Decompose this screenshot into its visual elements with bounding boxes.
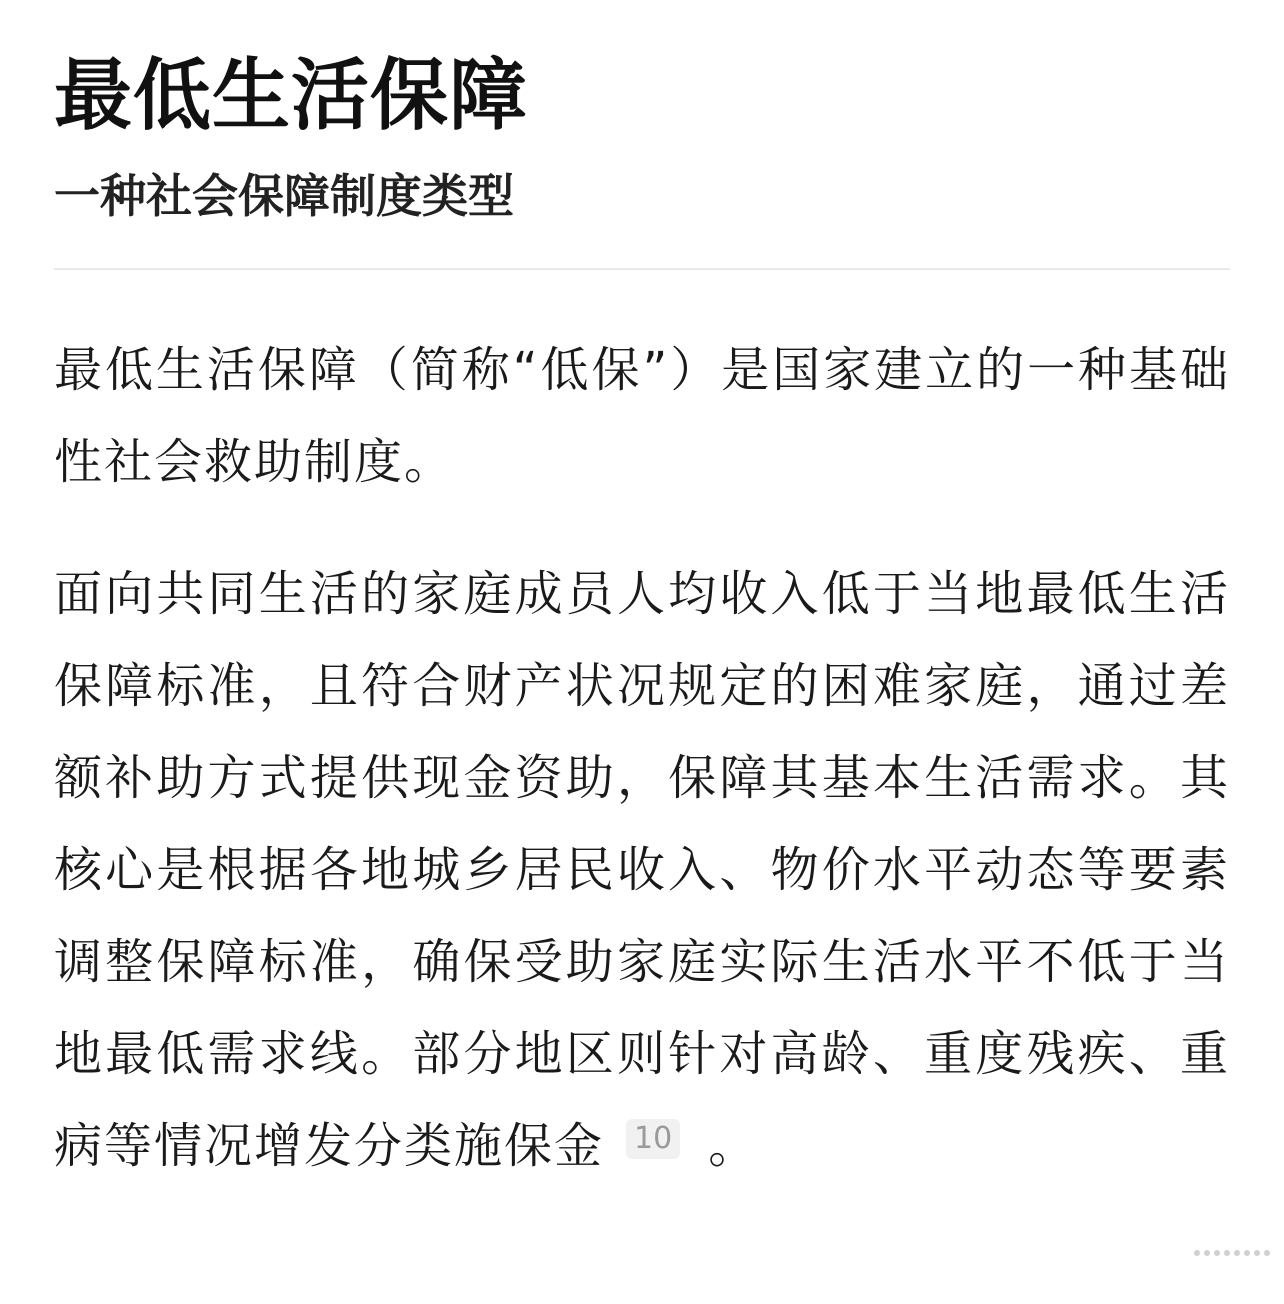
divider (54, 268, 1230, 270)
detail-paragraph-end: 。 (708, 1118, 759, 1174)
detail-paragraph (54, 548, 1230, 1192)
detail-paragraph-text: 面向共同生活的家庭成员人均收入低于当地最低生活保障标准，且符合财产状况规定的困难家庭，通过差额补助方式提供现金资助，保障其基本生活需求。其核心是根据各地城乡居民收入、物价水平动态等要素调整保障标准，确保受助家庭实际生活水平不低于当地最低需求线。部分地区则针对高龄、重度残疾、重病等情况增发分类施保金 (54, 566, 1230, 1174)
reference-badge[interactable]: 10 (626, 1119, 680, 1159)
page-title: 最低生活保障 (54, 51, 529, 141)
summary-paragraph (54, 324, 1230, 508)
summary-paragraph-text: 最低生活保障（简称“低保”）是国家建立的一种基础性社会救助制度。 (54, 342, 1230, 490)
truncated-top-element (566, 0, 706, 4)
page-subtitle: 一种社会保障制度类型 (54, 169, 514, 223)
ellipsis-icon (1194, 1250, 1270, 1256)
